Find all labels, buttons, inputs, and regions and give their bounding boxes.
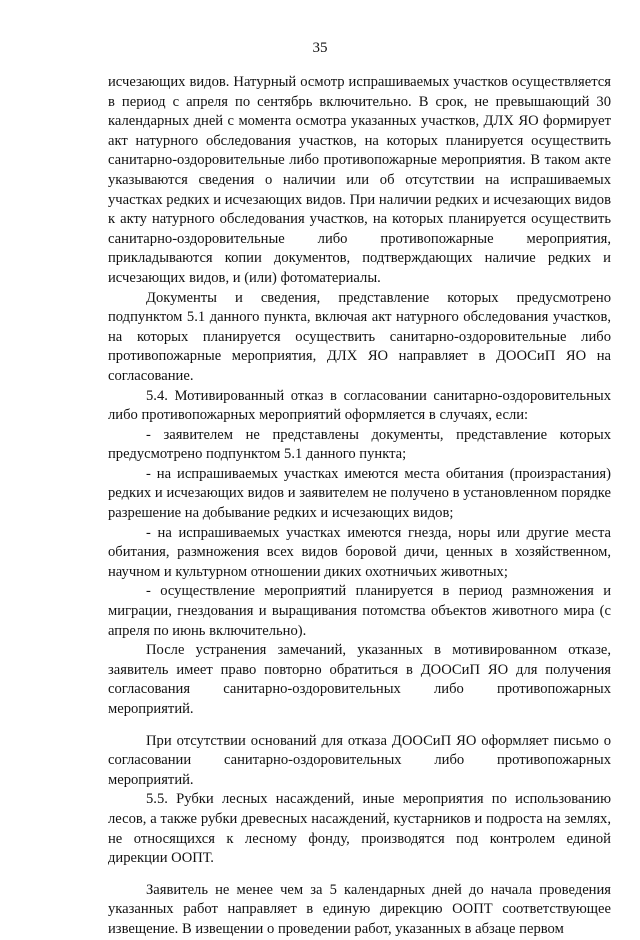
paragraph-4: После устранения замечаний, указанных в мотивированном отказе, заявитель имеет право повторно обратиться в ДООСиП ЯО для получения согласования санитарно-оздоровительных либо противопожарных мероприятий.: [108, 642, 611, 717]
list-item-2: - на испрашиваемых участках имеются места обитания (произрастания) редких и исчезающих видов и заявителем не получено в установленном порядке разрешение на добывание редких и исчезающих видов;: [108, 465, 611, 522]
paragraph-2: Документы и сведения, представление которых предусмотрено подпунктом 5.1 данного пункта, включая акт натурного обследования участков, на которых планируется осуществить санитарно-оздоровительные либо противопожарные мероприятия, ДЛХ ЯО направляет в ДООСиП ЯО на согласование.: [108, 289, 611, 384]
paragraph-5: При отсутствии оснований для отказа ДООСиП ЯО оформляет письмо о согласовании санитарно-оздоровительных либо противопожарных мероприятий.: [108, 732, 611, 788]
page-number: 35: [312, 40, 328, 56]
list-item-3: - на испрашиваемых участках имеются гнезда, норы или другие места обитания, размножения всех видов боровой дичи, ценных в хозяйственном, научном и культурном отношении диких охотничьих животных;: [108, 524, 611, 580]
list-item-4: - осуществление мероприятий планируется в период размножения и миграции, гнездования и выращивания потомства объектов животного мира (с апреля по июнь включительно).: [108, 583, 611, 639]
paragraph-1: исчезающих видов. Натурный осмотр испрашиваемых участков осуществляется в период с апреля по сентябрь включительно. В срок, не превышающий 30 календарных дней с момента осмотра указанных участков, ДЛХ ЯО формирует акт натурного обследования участков, на которых планируется осуществить санитарно-оздоровительные либо противопожарные мероприятия. В таком акте указываются сведения о наличии или об отсутствии на испрашиваемых участках редких и исчезающих видов. При наличии редких и исчезающих видов к акту натурного обследования участков, на которых планируется осуществить санитарно-оздоровительные либо противопожарные мероприятия, прикладываются копии документов, подтверждающих наличие редких и исчезающих видов, и (или) фотоматериалы.: [108, 74, 611, 286]
document-body: [108, 73, 611, 940]
paragraph-7: Заявитель не менее чем за 5 календарных дней до начала проведения указанных работ направляет в единую дирекцию ООПТ соответствующее извещение. В извещении о проведении работ, указанных в абзаце первом: [108, 881, 611, 937]
paragraph-3: 5.4. Мотивированный отказ в согласовании санитарно-оздоровительных либо противопожарных мероприятий оформляется в случаях, если:: [108, 387, 611, 424]
list-item-1: - заявителем не представлены документы, представление которых предусмотрено подпунктом 5.1 данного пункта;: [108, 426, 611, 463]
paragraph-6: 5.5. Рубки лесных насаждений, иные мероприятия по использованию лесов, а также рубки древесных насаждений, кустарников и подроста на землях, не относящихся к лесному фонду, производятся под контролем единой дирекции ООПТ.: [108, 791, 611, 867]
